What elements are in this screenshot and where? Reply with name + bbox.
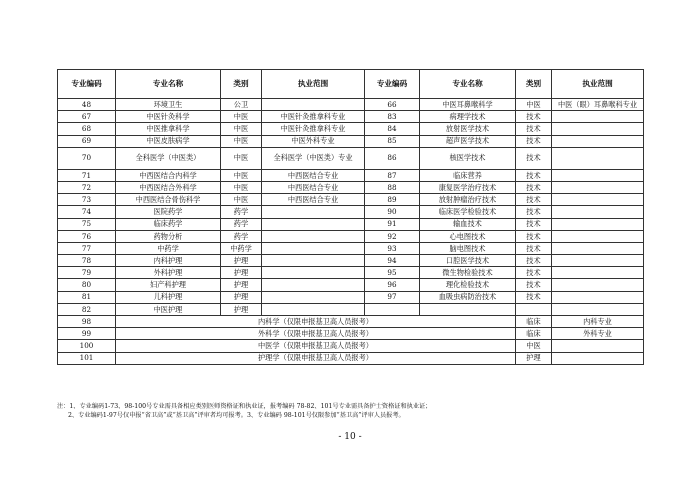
table-cell <box>262 242 365 254</box>
table-row-merged <box>58 352 644 364</box>
table-cell: 中医 <box>221 135 262 147</box>
table-row <box>58 123 644 135</box>
table-cell: 妇产科护理 <box>116 279 221 291</box>
table-cell <box>552 340 644 352</box>
table-cell: 技术 <box>516 181 552 193</box>
table-cell <box>552 194 644 206</box>
table-cell: 内科护理 <box>116 255 221 267</box>
table-cell: 100 <box>58 340 116 352</box>
table-cell: 中西医结合骨伤科学 <box>116 194 221 206</box>
table-cell: 中医针灸推拿科专业 <box>262 111 365 123</box>
table-cell: 中医 <box>221 123 262 135</box>
table-cell: 中医外科专业 <box>262 135 365 147</box>
table-cell: 儿科护理 <box>116 291 221 303</box>
table-cell: 48 <box>58 99 116 111</box>
footnotes <box>57 403 657 421</box>
table-cell: 中医 <box>221 111 262 123</box>
specialty-table <box>57 69 644 365</box>
table-cell: 药学 <box>221 218 262 230</box>
table-cell: 环境卫生 <box>116 99 221 111</box>
table-cell: 82 <box>58 303 116 315</box>
table-cell <box>552 135 644 147</box>
table-row <box>58 230 644 242</box>
table-cell <box>552 123 644 135</box>
header-cell: 执业范围 <box>262 70 365 99</box>
header-cell: 类别 <box>221 70 262 99</box>
table-cell: 72 <box>58 181 116 193</box>
table-cell: 中医 <box>516 340 552 352</box>
table-cell: 中西医结合专业 <box>262 181 365 193</box>
table-cell <box>262 279 365 291</box>
table-cell <box>552 352 644 364</box>
table-cell: 临床医学检验技术 <box>420 206 516 218</box>
table-cell: 病理学技术 <box>420 111 516 123</box>
table-cell: 技术 <box>516 111 552 123</box>
table-cell: 中医针灸推拿科专业 <box>262 123 365 135</box>
table-cell: 中医皮肤病学 <box>116 135 221 147</box>
table-row-merged <box>58 328 644 340</box>
table-cell: 核医学技术 <box>420 147 516 169</box>
table-cell: 86 <box>365 147 420 169</box>
table-cell <box>262 255 365 267</box>
table-cell: 88 <box>365 181 420 193</box>
table-cell: 中医推拿科学 <box>116 123 221 135</box>
table-row <box>58 135 644 147</box>
table-cell: 口腔医学技术 <box>420 255 516 267</box>
table-cell: 中医耳鼻喉科学 <box>420 99 516 111</box>
table-cell: 中医 <box>221 181 262 193</box>
header-cell: 类别 <box>516 70 552 99</box>
table-cell: 89 <box>365 194 420 206</box>
table-cell: 66 <box>365 99 420 111</box>
table-cell: 输血技术 <box>420 218 516 230</box>
table-cell: 护理 <box>221 303 262 315</box>
table-cell <box>552 111 644 123</box>
table-row <box>58 279 644 291</box>
table-cell: 67 <box>58 111 116 123</box>
table-row <box>58 242 644 254</box>
table-cell <box>552 218 644 230</box>
table-cell: 73 <box>58 194 116 206</box>
table-row <box>58 99 644 111</box>
table-cell: 内科专业 <box>552 316 644 328</box>
table-cell: 中医针灸科学 <box>116 111 221 123</box>
footnote-line: 注：1、专业编码1-73、98-100号专业需具备相应类别医师资格证和执业证，报考编码 78-82、101号专业需具备护士资格证和执业证； <box>57 403 432 410</box>
table-cell: 技术 <box>516 135 552 147</box>
table-cell: 临床 <box>516 316 552 328</box>
table-cell <box>262 218 365 230</box>
table-cell <box>262 303 365 315</box>
table-cell: 96 <box>365 279 420 291</box>
table-cell: 护理 <box>221 267 262 279</box>
table-cell: 外科专业 <box>552 328 644 340</box>
table-cell: 技术 <box>516 218 552 230</box>
table-cell <box>552 147 644 169</box>
table-cell: 95 <box>365 267 420 279</box>
table-cell: 药学 <box>221 206 262 218</box>
table-cell: 中西医结合专业 <box>262 169 365 181</box>
specialty-table-container <box>57 69 643 365</box>
table-cell: 护理 <box>221 291 262 303</box>
table-cell <box>552 279 644 291</box>
table-cell: 78 <box>58 255 116 267</box>
table-cell: 中西医结合专业 <box>262 194 365 206</box>
table-cell: 94 <box>365 255 420 267</box>
table-cell: 84 <box>365 123 420 135</box>
table-cell: 技术 <box>516 267 552 279</box>
table-cell: 中医 <box>516 99 552 111</box>
table-cell: 临床营养 <box>420 169 516 181</box>
table-cell: 放射医学技术 <box>420 123 516 135</box>
table-row <box>58 303 644 315</box>
table-cell: 医院药学 <box>116 206 221 218</box>
table-cell: 血吸虫病防治技术 <box>420 291 516 303</box>
table-cell: 心电图技术 <box>420 230 516 242</box>
table-cell <box>552 242 644 254</box>
table-cell <box>552 267 644 279</box>
table-cell: 超声医学技术 <box>420 135 516 147</box>
table-cell: 技术 <box>516 291 552 303</box>
table-cell: 微生物检验技术 <box>420 267 516 279</box>
header-cell: 专业编码 <box>365 70 420 99</box>
table-cell: 中医护理 <box>116 303 221 315</box>
table-row <box>58 181 644 193</box>
table-cell: 76 <box>58 230 116 242</box>
table-cell: 放射肿瘤治疗技术 <box>420 194 516 206</box>
table-row <box>58 206 644 218</box>
table-cell: 中医 <box>221 147 262 169</box>
table-cell: 101 <box>58 352 116 364</box>
table-cell <box>552 255 644 267</box>
table-cell: 68 <box>58 123 116 135</box>
table-cell <box>262 267 365 279</box>
table-cell: 69 <box>58 135 116 147</box>
table-cell: 脑电图技术 <box>420 242 516 254</box>
page-number: - 10 - <box>338 432 362 442</box>
table-cell: 技术 <box>516 206 552 218</box>
table-cell: 护理 <box>516 352 552 364</box>
table-cell: 理化检验技术 <box>420 279 516 291</box>
table-cell: 93 <box>365 242 420 254</box>
table-cell <box>552 303 644 315</box>
table-cell <box>420 303 516 315</box>
table-cell: 85 <box>365 135 420 147</box>
table-cell: 中医学（仅限申报基卫高人员报考） <box>116 340 516 352</box>
table-cell: 92 <box>365 230 420 242</box>
table-cell <box>552 181 644 193</box>
table-cell: 80 <box>58 279 116 291</box>
header-cell: 专业名称 <box>116 70 221 99</box>
table-cell <box>262 99 365 111</box>
table-cell <box>262 206 365 218</box>
header-cell: 专业编码 <box>58 70 116 99</box>
table-cell: 技术 <box>516 279 552 291</box>
header-row <box>58 70 644 99</box>
table-cell: 外科护理 <box>116 267 221 279</box>
table-cell <box>552 291 644 303</box>
table-cell: 99 <box>58 328 116 340</box>
table-cell: 全科医学（中医类）专业 <box>262 147 365 169</box>
table-row <box>58 194 644 206</box>
table-row <box>58 169 644 181</box>
table-row <box>58 218 644 230</box>
table-cell: 内科学（仅限申报基卫高人员报考） <box>116 316 516 328</box>
table-cell: 技术 <box>516 242 552 254</box>
table-cell: 药学 <box>221 230 262 242</box>
table-cell: 97 <box>365 291 420 303</box>
table-cell: 中西医结合外科学 <box>116 181 221 193</box>
table-cell: 技术 <box>516 194 552 206</box>
table-cell: 护理学（仅限申报基卫高人员报考） <box>116 352 516 364</box>
table-cell <box>552 230 644 242</box>
table-cell: 技术 <box>516 255 552 267</box>
table-cell <box>262 291 365 303</box>
table-cell: 技术 <box>516 230 552 242</box>
table-cell: 中医 <box>221 169 262 181</box>
table-cell: 外科学（仅限申报基卫高人员报考） <box>116 328 516 340</box>
table-cell: 71 <box>58 169 116 181</box>
table-cell: 药物分析 <box>116 230 221 242</box>
table-cell: 中医 <box>221 194 262 206</box>
table-cell: 70 <box>58 147 116 169</box>
table-cell <box>552 169 644 181</box>
table-cell: 81 <box>58 291 116 303</box>
table-row-merged <box>58 316 644 328</box>
table-cell: 全科医学（中医类） <box>116 147 221 169</box>
table-row <box>58 111 644 123</box>
table-cell <box>552 206 644 218</box>
table-cell: 87 <box>365 169 420 181</box>
table-cell <box>262 230 365 242</box>
table-cell: 临床药学 <box>116 218 221 230</box>
table-cell: 90 <box>365 206 420 218</box>
table-cell: 康复医学治疗技术 <box>420 181 516 193</box>
table-body <box>58 99 644 365</box>
table-row <box>58 267 644 279</box>
table-cell: 中药学 <box>221 242 262 254</box>
table-cell: 中药学 <box>116 242 221 254</box>
table-row <box>58 147 644 169</box>
footnote-line: 2、专业编码1-97号仅申报“省卫高”或“基卫高”评审者均可报考。3、专业编码 98-101号仅限参加“基卫高”评审人员报考。 <box>68 411 405 419</box>
table-row <box>58 255 644 267</box>
table-cell: 75 <box>58 218 116 230</box>
table-cell: 技术 <box>516 169 552 181</box>
table-cell: 技术 <box>516 147 552 169</box>
table-row-merged <box>58 340 644 352</box>
table-cell: 临床 <box>516 328 552 340</box>
table-cell: 79 <box>58 267 116 279</box>
table-cell: 91 <box>365 218 420 230</box>
table-cell: 77 <box>58 242 116 254</box>
table-row <box>58 291 644 303</box>
table-cell <box>365 303 420 315</box>
header-cell: 执业范围 <box>552 70 644 99</box>
table-cell: 中医（眼）耳鼻喉科专业 <box>552 99 644 111</box>
table-cell <box>516 303 552 315</box>
table-cell: 公卫 <box>221 99 262 111</box>
table-cell: 技术 <box>516 123 552 135</box>
table-cell: 74 <box>58 206 116 218</box>
table-cell: 83 <box>365 111 420 123</box>
header-cell: 专业名称 <box>420 70 516 99</box>
table-cell: 98 <box>58 316 116 328</box>
table-cell: 中西医结合内科学 <box>116 169 221 181</box>
table-cell: 护理 <box>221 255 262 267</box>
table-cell: 护理 <box>221 279 262 291</box>
